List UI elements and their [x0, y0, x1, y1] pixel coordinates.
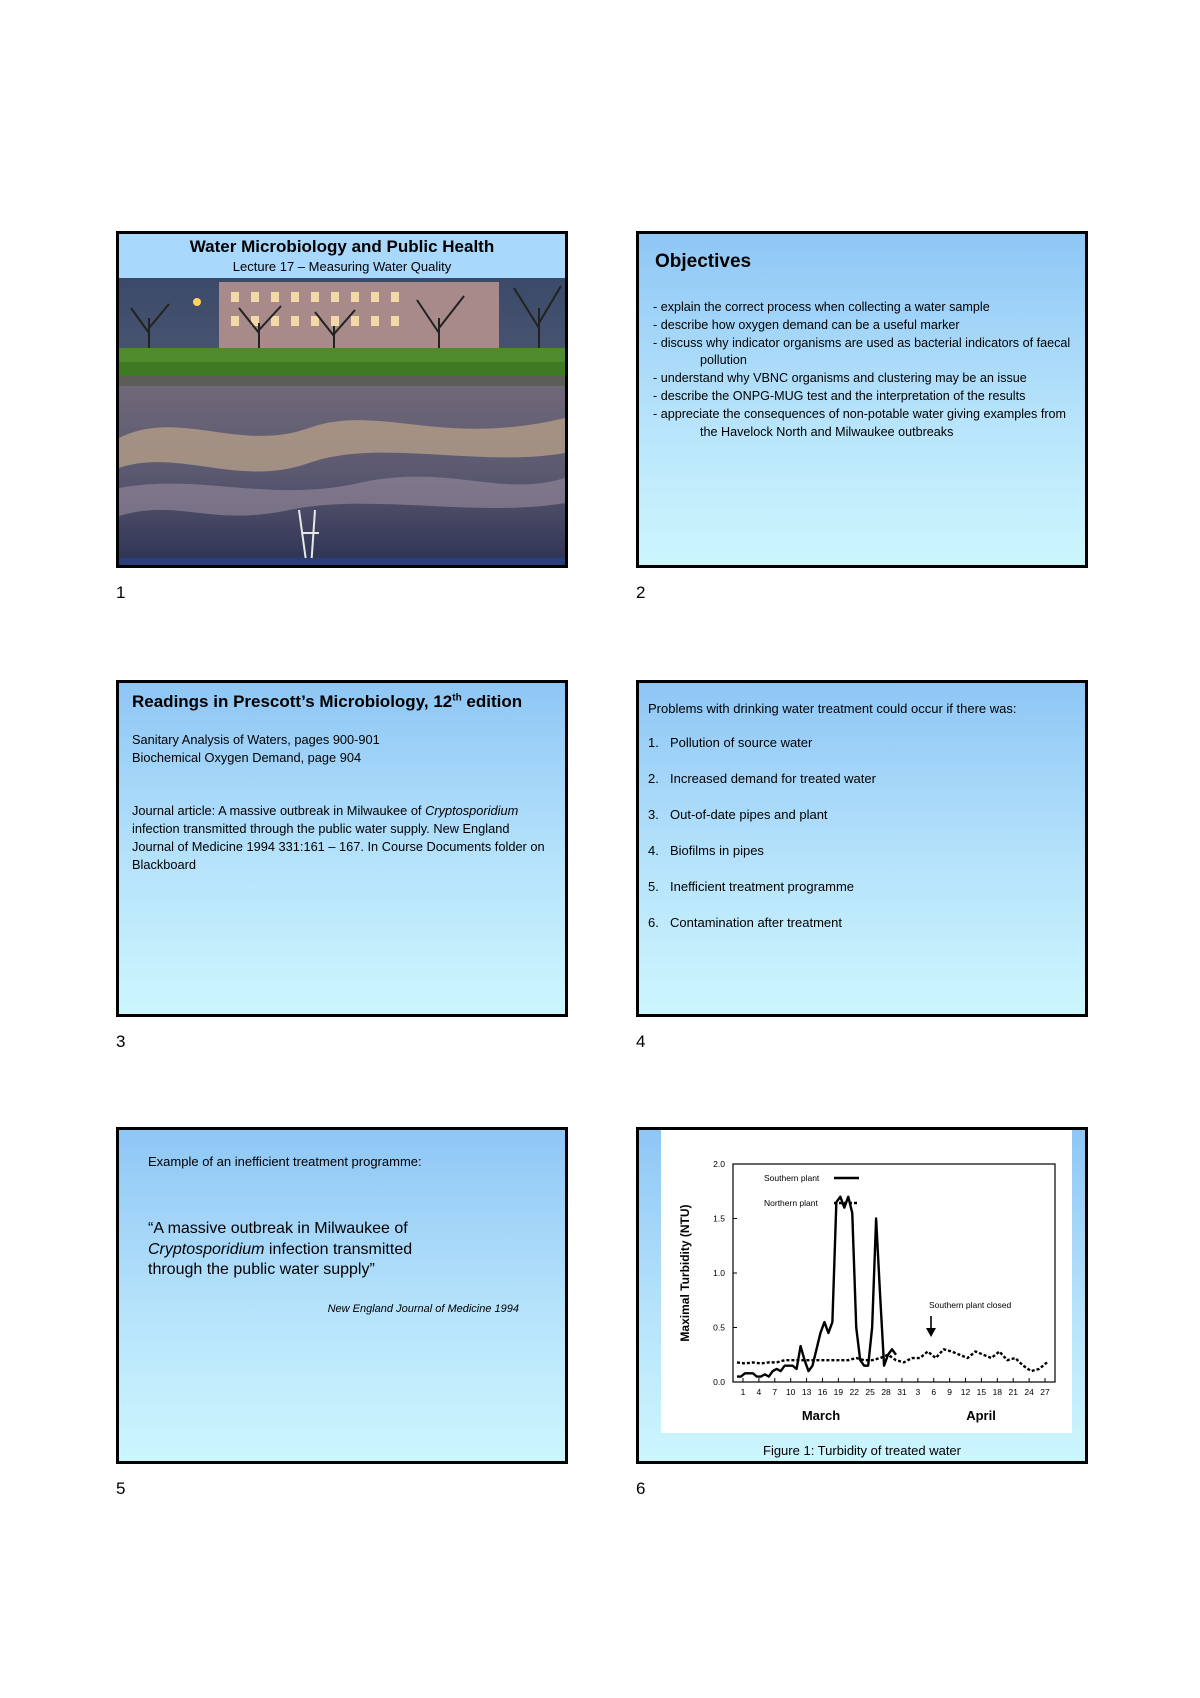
- x-tick-label: 28: [881, 1387, 891, 1397]
- slide-number-2: 2: [636, 583, 646, 602]
- list-item: - understand why VBNC organisms and clustering may be an issue: [653, 371, 1027, 386]
- x-tick-label: 18: [992, 1387, 1003, 1397]
- slide-number-4: 4: [636, 1032, 646, 1051]
- y-axis-label: Maximal Turbidity (NTU): [678, 1204, 692, 1342]
- x-tick-label: 1: [740, 1387, 746, 1397]
- list-item: - explain the correct process when collecting a water sample: [653, 300, 990, 314]
- x-tick-label: 15: [976, 1387, 987, 1397]
- y-tick-label: 0.5: [713, 1322, 725, 1333]
- plot-frame: [733, 1164, 1055, 1382]
- x-tick-label: 16: [817, 1387, 828, 1397]
- list-item: 6. Contamination after treatment: [648, 915, 842, 930]
- x-tick-label: 22: [849, 1387, 859, 1397]
- list-item: - describe how oxygen demand can be a useful marker: [653, 317, 960, 332]
- journal-article: Journal article: A massive outbreak in Milwaukee of Cryptosporidium infection transmitted through the public water supply. New England Journal of Medicine 1994 331:161 – 167. In Course Documents folder on Blackboard: [132, 802, 545, 873]
- list-item: - describe the ONPG-MUG test and the interpretation of the results: [653, 388, 1026, 403]
- readings-body: [132, 731, 549, 875]
- slide-2-title: Objectives: [655, 251, 752, 272]
- x-tick-label: 21: [1008, 1387, 1018, 1397]
- x-tick-label: 19: [833, 1387, 844, 1397]
- x-tick-label: 3: [915, 1387, 921, 1397]
- chart-panel: [661, 1130, 1072, 1433]
- x-tick-label: 7: [772, 1387, 778, 1397]
- slide-number-1: 1: [116, 583, 126, 602]
- slide-1: [116, 231, 568, 568]
- y-tick-label: 2.0: [713, 1159, 725, 1169]
- series-line-southern-plant: [737, 1197, 896, 1377]
- x-tick-label: 12: [960, 1387, 971, 1397]
- slide-1-header: [119, 234, 565, 278]
- list-item: - appreciate the consequences of non-potable water giving examples from the Havelock North and Milwaukee outbreaks: [653, 406, 1067, 439]
- slide-3-title: Readings in Prescott’s Microbiology, 12th edition: [132, 692, 523, 711]
- reading-line: Biochemical Oxygen Demand, page 904: [132, 750, 362, 766]
- list-item: 1. Pollution of source water: [648, 735, 813, 750]
- objectives-list: [653, 299, 1075, 441]
- flood-river-photo: [119, 278, 565, 568]
- x-tick-label: 24: [1024, 1387, 1034, 1397]
- slide-2: [636, 231, 1088, 568]
- problems-list: [648, 735, 876, 951]
- y-tick-label: 0.0: [713, 1377, 725, 1387]
- legend: [764, 1173, 859, 1208]
- figure-caption: Figure 1: Turbidity of treated water: [763, 1443, 961, 1458]
- slide-5-intro: Example of an inefficient treatment programme:: [148, 1154, 422, 1169]
- x-group-april: April: [966, 1408, 996, 1423]
- slide-4-intro: Problems with drinking water treatment could occur if there was:: [648, 701, 1017, 716]
- x-tick-label: 9: [947, 1387, 952, 1397]
- slide-1-subtitle: Lecture 17 – Measuring Water Quality: [232, 259, 452, 274]
- y-tick-label: 1.5: [713, 1213, 725, 1224]
- citation: New England Journal of Medicine 1994: [327, 1303, 519, 1315]
- slide-3: [116, 680, 568, 1017]
- list-item: - discuss why indicator organisms are used as bacterial indicators of faecal pollution: [653, 335, 1071, 368]
- legend-label: Northern plant: [764, 1198, 818, 1208]
- x-tick-label: 10: [785, 1387, 796, 1397]
- y-tick-label: 1.0: [713, 1268, 725, 1278]
- x-tick-label: 4: [756, 1387, 762, 1397]
- list-item: 4. Biofilms in pipes: [648, 843, 764, 858]
- list-item: 5. Inefficient treatment programme: [648, 879, 855, 894]
- slide-4: [636, 680, 1088, 1017]
- legend-label: Southern plant: [764, 1173, 820, 1183]
- turbidity-chart: [661, 1130, 1072, 1433]
- annotation: Southern plant closed: [929, 1300, 1012, 1310]
- list-item: 2. Increased demand for treated water: [648, 771, 876, 786]
- reading-line: Sanitary Analysis of Waters, pages 900-901: [132, 732, 380, 747]
- slide-number-3: 3: [116, 1032, 126, 1051]
- slide-6: [636, 1127, 1088, 1464]
- slide-number-5: 5: [116, 1479, 126, 1498]
- annotation-arrow: [926, 1316, 936, 1337]
- x-tick-label: 31: [897, 1387, 907, 1397]
- x-tick-label: 27: [1040, 1387, 1050, 1397]
- quote: “A massive outbreak in Milwaukee of Cryptosporidium infection transmitted through the public water supply”: [148, 1220, 413, 1278]
- slide-5: [116, 1127, 568, 1464]
- list-item: 3. Out-of-date pipes and plant: [648, 807, 828, 822]
- x-tick-label: 25: [865, 1387, 875, 1397]
- slide-number-6: 6: [636, 1479, 646, 1498]
- slide-1-title: Water Microbiology and Public Health: [189, 237, 495, 256]
- x-tick-label: 13: [801, 1387, 812, 1397]
- x-tick-label: 6: [931, 1387, 937, 1397]
- x-group-march: March: [801, 1408, 841, 1423]
